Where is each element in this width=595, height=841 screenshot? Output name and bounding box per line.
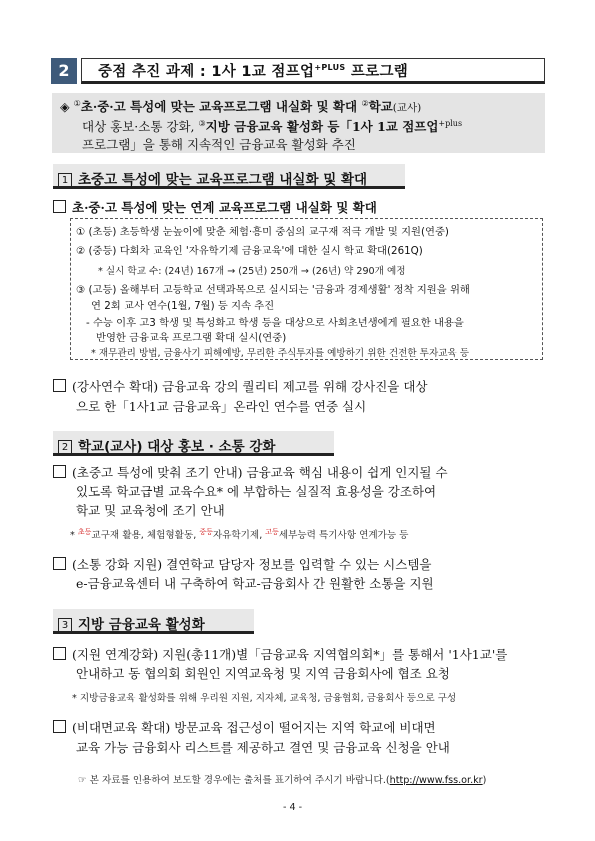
- bullet-online-education-cont: 교육 가능 금융회사 리스트를 제공하고 결연 및 금융교육 신청을 안내: [76, 740, 450, 755]
- bullet-regional-support: (지원 연계강화) 지원(총11개)별「금융교육 지역협의회*」를 통해서 '1사1교'를: [53, 645, 507, 663]
- bullet-programs: 초·중·고 특성에 맞는 연계 교육프로그램 내실화 및 확대: [53, 198, 377, 216]
- summary-line-3: 프로그램」을 통해 지속적인 금융교육 활성화 추진: [82, 137, 356, 152]
- fss-website-link[interactable]: http://www.fss.or.kr: [389, 775, 483, 786]
- bullet-communication: (소통 강화 지원) 결연학교 담당자 정보를 입력할 수 있는 시스템을: [53, 555, 431, 573]
- education-demand-note: * $^{초등}$교구재 활용, 체험형활동, $^{중등}$자유학기제, $^{고등}$세부능력 특기사항 연계가능 등: [70, 528, 409, 542]
- checkbox-bullet-icon: [53, 647, 66, 660]
- number-box-icon: 1: [58, 173, 72, 188]
- checkbox-bullet-icon: [53, 379, 66, 392]
- detail-line: 연 2회 교사 연수(1월, 7월) 등 지속 추진: [91, 300, 275, 312]
- bullet-online-education: (비대면교육 확대) 방문교육 접근성이 떨어지는 지역 학교에 비대면: [53, 718, 436, 736]
- section-title: 중점 추진 과제 : 1사 1교 점프업$^{+PLUS}$ 프로그램: [98, 63, 409, 80]
- subsection-title-1: 1 초중고 특성에 맞는 교육프로그램 내실화 및 확대: [58, 168, 367, 188]
- detail-line: ② (중등) 다회차 교육인 '자유학기제 금융교육'에 대한 실시 학교 확대(261Q): [76, 245, 423, 257]
- bullet-instructor-training-cont: 으로 한「1사1교 금융교육」온라인 연수를 연중 실시: [76, 399, 367, 414]
- page-number: - 4 -: [283, 802, 303, 813]
- regional-council-note: * 지방금융교육 활성화를 위해 우리원 지원, 지자체, 교육청, 금융협회, 금융회사 등으로 구성: [72, 693, 457, 704]
- summary-line-2: 대상 홍보·소통 강화, ③지방 금융교육 활성화 등「1사 1교 점프업$^{+plus}$: [82, 118, 463, 134]
- checkbox-bullet-icon: [53, 465, 66, 478]
- number-box-icon: 3: [58, 618, 72, 633]
- bullet-early-notice-cont: 있도록 학교급별 교육수요* 에 부합하는 실질적 효용성을 강조하여: [76, 484, 437, 499]
- section-number-badge: 2: [51, 58, 77, 84]
- bullet-instructor-training: (강사연수 확대) 금융교육 강의 퀄리티 제고를 위해 강사진을 대상: [53, 377, 428, 395]
- detail-line: - 수능 이후 고3 학생 및 특성화고 학생 등을 대상으로 사회초년생에게 필요한 내용을: [86, 317, 464, 329]
- detail-line: ③ (고등) 올해부터 고등학교 선택과목으로 실시되는 '금융과 경제생활' 정착 지원을 위해: [76, 284, 470, 296]
- bullet-communication-cont: e-금융교육센터 내 구축하여 학교-금융회사 간 원활한 소통을 지원: [76, 576, 434, 591]
- detail-line: ① (초등) 초등학생 눈높이에 맞춘 체험·흥미 중심의 교구재 적극 개발 및 지원(연중): [76, 226, 449, 238]
- citation-notice: ☞ 본 자료를 인용하여 보도할 경우에는 출처를 표기하여 주시기 바랍니다.(http://www.fss.or.kr): [78, 775, 487, 786]
- number-box-icon: 2: [58, 440, 72, 455]
- bullet-regional-support-cont: 안내하고 동 협의회 회원인 지역교육청 및 지역 금융회사에 협조 요청: [76, 666, 450, 681]
- checkbox-bullet-icon: [53, 557, 66, 570]
- bullet-early-notice: (초중고 특성에 맞춰 조기 안내) 금융교육 핵심 내용이 쉽게 인지될 수: [53, 463, 448, 481]
- detail-note: * 재무관리 방법, 금융사기 피해예방, 무리한 주식투자를 예방하기 위한 건전한 투자교육 등: [91, 348, 470, 359]
- bullet-early-notice-cont: 학교 및 교육청에 조기 안내: [76, 503, 225, 518]
- subsection-title-2: 2 학교(교사) 대상 홍보 · 소통 강화: [58, 435, 275, 455]
- detail-line: 반영한 금융교육 프로그램 확대 실시(연중): [96, 332, 287, 344]
- detail-note: * 실시 학교 수: (24년) 167개 → (25년) 250개 → (26년) 약 290개 예정: [98, 266, 406, 277]
- summary-line-1: ◈ ①초·중·고 특성에 맞는 교육프로그램 내실화 및 확대 ②학교(교사): [60, 98, 422, 114]
- checkbox-bullet-icon: [53, 200, 66, 213]
- pointing-hand-icon: ☞: [78, 775, 87, 786]
- checkbox-bullet-icon: [53, 720, 66, 733]
- subsection-title-3: 3 지방 금융교육 활성화: [58, 613, 205, 633]
